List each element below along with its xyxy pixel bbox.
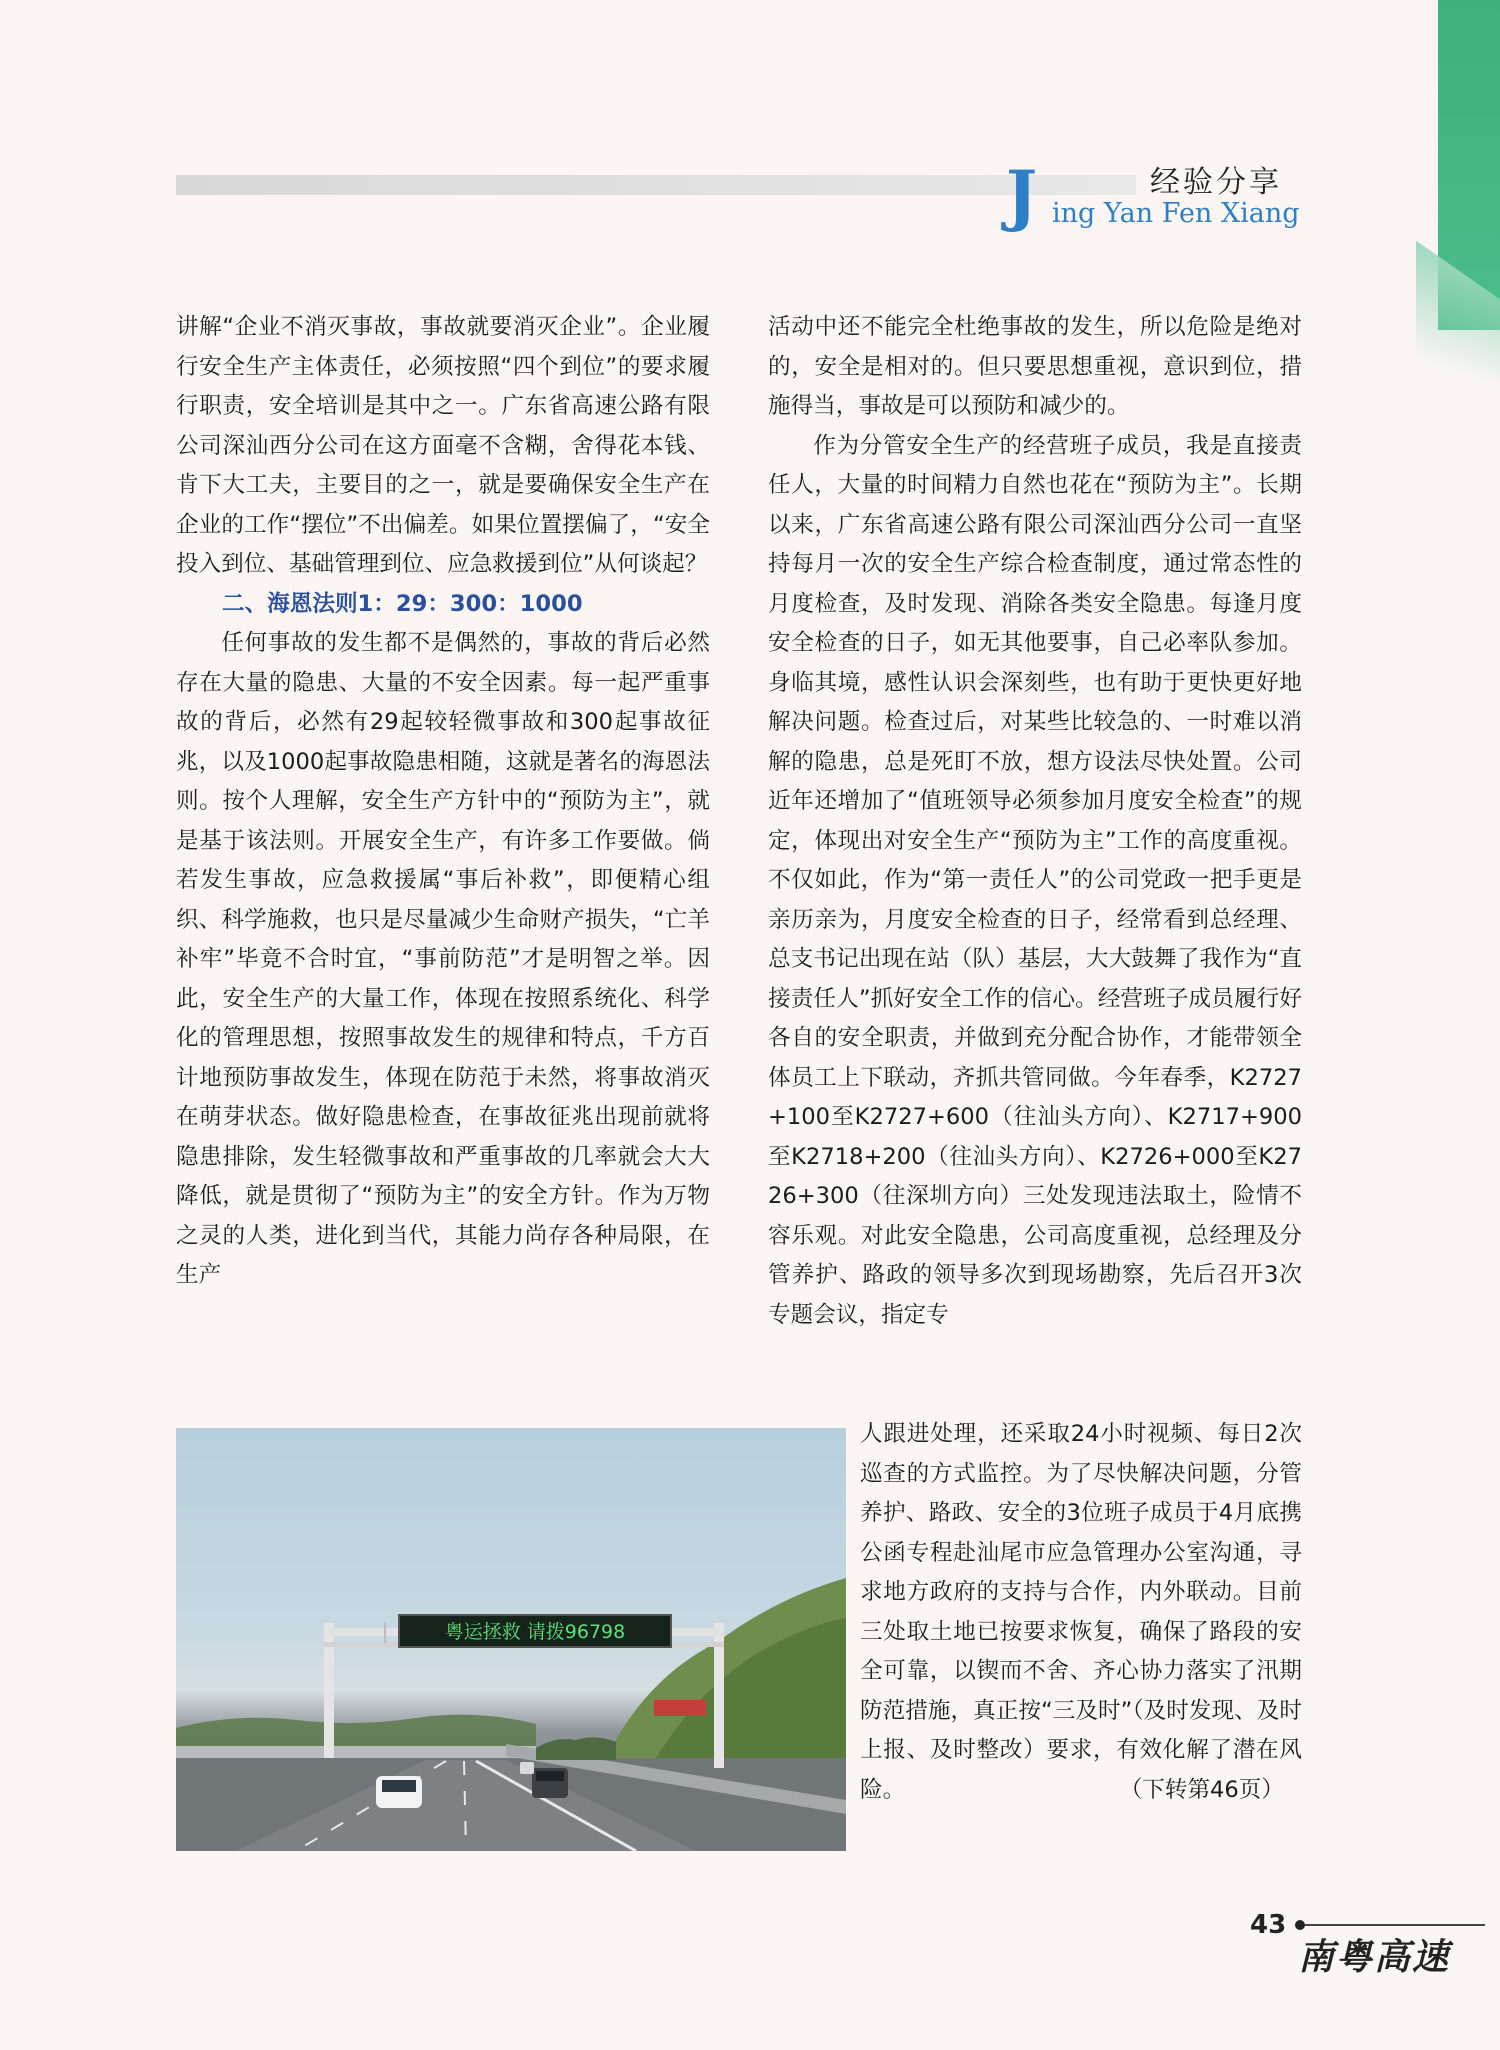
page-number-dot [1295, 1920, 1305, 1930]
header-bar [176, 175, 1136, 195]
paragraph-right-2-tail: 人跟进处理，还采取24小时视频、每日2次巡查的方式监控。为了尽快解决问题，分管养护、路政、安全的3位班子成员于4月底携公函专程赴汕尾市应急管理办公室沟通，寻求地方政府的支持与合作，内外联动。目前三处取土地已按要求恢复，确保了路段的安全可靠，以锲而不舍、齐心协力落实了汛期防范措施，真正按“三及时”（及时发现、及时上报、及时整改）要求，有效化解了潜在风险。 [860, 1421, 1302, 1803]
section-header-title: 经验分享 [1150, 165, 1282, 200]
section-heading: 二、海恩法则1：29：300：1000 [222, 590, 583, 617]
paragraph-right-1: 活动中还不能完全杜绝事故的发生，所以危险是绝对的，安全是相对的。但只要思想重视，意识到位，措施得当，事故是可以预防和减少的。 [768, 314, 1302, 419]
highway-photo [176, 1428, 846, 1851]
page-number: 43 [1250, 1910, 1287, 1940]
right-column-bottom [860, 1415, 1302, 1810]
page-number-rule [1305, 1924, 1485, 1926]
section-header-initial: J [1006, 156, 1038, 234]
paragraph-right-2-continued [860, 1415, 1302, 1810]
section-header-pinyin: ing Yan Fen Xiang [1052, 198, 1300, 229]
corner-color-tab [1438, 0, 1500, 330]
right-column-top [768, 308, 1302, 1335]
left-column [176, 308, 710, 1296]
continued-note: （下转第46页） [1119, 1776, 1284, 1803]
paragraph-left-1: 讲解“企业不消灭事故，事故就要消灭企业”。企业履行安全生产主体责任，必须按照“四个到位”的要求履行职责，安全培训是其中之一。广东省高速公路有限公司深汕西分公司在这方面毫不含糊，舍得花本钱、肯下大工夫，主要目的之一，就是要确保安全生产在企业的工作“摆位”不出偏差。如果位置摆偏了，“安全投入到位、基础管理到位、应急救援到位”从何谈起？ [176, 314, 710, 577]
paragraph-left-2: 任何事故的发生都不是偶然的，事故的背后必然存在大量的隐患、大量的不安全因素。每一起严重事故的背后，必然有29起较轻微事故和300起事故征兆，以及1000起事故隐患相随，这就是著名的海恩法则。按个人理解，安全生产方针中的“预防为主”，就是基于该法则。开展安全生产，有许多工作要做。倘若发生事故，应急救援属“事后补救”，即便精心组织、科学施救，也只是尽量减少生命财产损失，“亡羊补牢”毕竟不合时宜，“事前防范”才是明智之举。因此，安全生产的大量工作，体现在按照系统化、科学化的管理思想，按照事故发生的规律和特点，千方百计地预防事故发生，体现在防范于未然，将事故消灭在萌芽状态。做好隐患检查，在事故征兆出现前就将隐患排除，发生轻微事故和严重事故的几率就会大大降低，就是贯彻了“预防为主”的安全方针。作为万物之灵的人类，进化到当代，其能力尚存各种局限，在生产 [176, 630, 710, 1288]
led-sign-text: 粤运拯救 请拨96798 [444, 1621, 626, 1643]
magazine-logo: 南粤高速 [1298, 1937, 1451, 1978]
paragraph-right-2: 作为分管安全生产的经营班子成员，我是直接责任人，大量的时间精力自然也花在“预防为主”。长期以来，广东省高速公路有限公司深汕西分公司一直坚持每月一次的安全生产综合检查制度，通过常态性的月度检查，及时发现、消除各类安全隐患。每逢月度安全检查的日子，如无其他要事，自己必率队参加。身临其境，感性认识会深刻些，也有助于更快更好地解决问题。检查过后，对某些比较急的、一时难以消解的隐患，总是死盯不放，想方设法尽快处置。公司近年还增加了“值班领导必须参加月度安全检查”的规定，体现出对安全生产“预防为主”工作的高度重视。不仅如此，作为“第一责任人”的公司党政一把手更是亲历亲为，月度安全检查的日子，经常看到总经理、总支书记出现在站（队）基层，大大鼓舞了我作为“直接责任人”抓好安全工作的信心。经营班子成员履行好各自的安全职责，并做到充分配合协作，才能带领全体员工上下联动，齐抓共管同做。今年春季，K2727+100至K2727+600（往汕头方向）、K2717+900至K2718+200（往汕头方向）、K2726+000至K2726+300（往深圳方向）三处发现违法取土，险情不容乐观。对此安全隐患，公司高度重视，总经理及分管养护、路政的领导多次到现场勘察，先后召开3次专题会议，指定专 [768, 432, 1302, 1328]
highway-photo-illustration [176, 1428, 846, 1851]
